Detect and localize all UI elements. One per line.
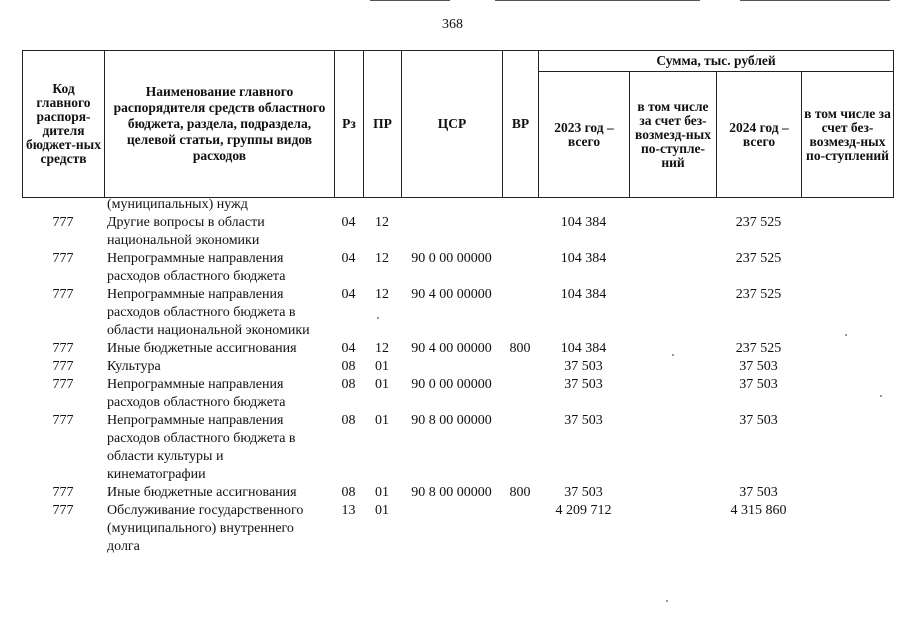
cell-rz: 04	[341, 251, 356, 266]
cell-2024-total: 37 503	[739, 377, 778, 392]
cell-2024-total: 237 525	[735, 251, 782, 266]
header-sum: Сумма, тыс. рублей	[539, 51, 894, 72]
cell-code: 777	[52, 503, 74, 518]
cell-pr: 12	[375, 215, 389, 230]
cell-rz: 04	[341, 341, 356, 356]
cell-2023-total: 37 503	[564, 359, 603, 374]
cell-name: Иные бюджетные ассигнования	[107, 485, 297, 500]
cell-rz: 08	[341, 359, 356, 374]
cell-2023-total: 104 384	[560, 341, 607, 356]
header-code: Код главного распоря-дителя бюджет-ных средств	[23, 51, 105, 198]
header-rz: Рз	[335, 51, 364, 198]
cell-2023-total: 4 209 712	[555, 503, 612, 518]
cell-rz: 04	[341, 215, 356, 230]
cell-pr: 01	[375, 377, 389, 392]
table-row	[0, 196, 905, 214]
cell-code: 777	[52, 215, 74, 230]
cell-name: Непрограммные направления расходов областного бюджета в области культуры и кинематографии	[107, 413, 296, 482]
table-row	[0, 250, 905, 286]
scan-edge-rule	[495, 0, 700, 1]
cell-2024-total: 237 525	[735, 215, 782, 230]
cell-csr: 90 0 00 00000	[411, 251, 492, 266]
cell-2023-total: 37 503	[564, 485, 603, 500]
cell-csr: 90 4 00 00000	[411, 341, 492, 356]
table-row	[0, 484, 905, 502]
table-row	[0, 286, 905, 340]
table-row	[0, 502, 905, 556]
scan-speck	[845, 334, 847, 336]
cell-2024-total: 4 315 860	[730, 503, 787, 518]
cell-code: 777	[52, 359, 74, 374]
header-2024-total: 2024 год – всего	[717, 72, 802, 198]
cell-2023-total: 104 384	[560, 287, 607, 302]
cell-rz: 08	[341, 485, 356, 500]
scan-edge-rule	[740, 0, 890, 1]
cell-rz: 08	[341, 377, 356, 392]
cell-2024-total: 237 525	[735, 287, 782, 302]
cell-name: Иные бюджетные ассигнования	[107, 341, 297, 356]
cell-rz: 04	[341, 287, 356, 302]
cell-rz: 08	[341, 413, 356, 428]
cell-name: Обслуживание государственного (муниципального) внутреннего долга	[107, 503, 304, 554]
cell-2023-total: 37 503	[564, 413, 603, 428]
cell-name: Непрограммные направления расходов областного бюджета в области национальной экономики	[107, 287, 310, 338]
scan-edge-rule	[370, 0, 450, 1]
cell-code: 777	[52, 287, 74, 302]
header-2023-free: в том числе за счет без-возмезд-ных по-ступле-ний	[630, 72, 717, 198]
cell-2023-total: 104 384	[560, 215, 607, 230]
cell-name: (муниципальных) нужд	[107, 197, 248, 212]
cell-2024-total: 37 503	[739, 485, 778, 500]
cell-2024-total: 37 503	[739, 413, 778, 428]
scan-speck	[672, 354, 674, 356]
header-vr: ВР	[503, 51, 539, 198]
cell-code: 777	[52, 377, 74, 392]
cell-pr: 01	[375, 413, 389, 428]
cell-name: Непрограммные направления расходов областного бюджета	[107, 251, 286, 284]
cell-pr: 12	[375, 341, 389, 356]
cell-name: Культура	[107, 359, 161, 374]
table-row	[0, 214, 905, 250]
table-row	[0, 412, 905, 484]
cell-name: Другие вопросы в области национальной экономики	[107, 215, 265, 248]
cell-2024-total: 37 503	[739, 359, 778, 374]
cell-2024-total: 237 525	[735, 341, 782, 356]
table-row	[0, 376, 905, 412]
scan-speck	[880, 395, 882, 397]
header-2023-total: 2023 год – всего	[539, 72, 630, 198]
cell-rz: 13	[341, 503, 356, 518]
scan-speck	[666, 600, 668, 602]
cell-pr: 01	[375, 485, 389, 500]
cell-csr: 90 8 00 00000	[411, 413, 492, 428]
table-row	[0, 358, 905, 376]
cell-csr: 90 4 00 00000	[411, 287, 492, 302]
cell-name: Непрограммные направления расходов областного бюджета	[107, 377, 286, 410]
cell-vr: 800	[509, 485, 531, 500]
cell-pr: 12	[375, 287, 389, 302]
cell-2023-total: 37 503	[564, 377, 603, 392]
cell-pr: 01	[375, 503, 389, 518]
cell-pr: 01	[375, 359, 389, 374]
table-body	[0, 196, 905, 556]
cell-csr: 90 8 00 00000	[411, 485, 492, 500]
cell-pr: 12	[375, 251, 389, 266]
cell-code: 777	[52, 485, 74, 500]
cell-2023-total: 104 384	[560, 251, 607, 266]
header-pr: ПР	[364, 51, 402, 198]
cell-code: 777	[52, 341, 74, 356]
header-csr: ЦСР	[402, 51, 503, 198]
cell-vr: 800	[509, 341, 531, 356]
cell-code: 777	[52, 251, 74, 266]
header-name: Наименование главного распорядителя средств областного бюджета, раздела, подраздела, целевой статьи, группы видов расходов	[105, 51, 335, 198]
scan-speck	[377, 317, 379, 319]
table-header	[22, 50, 894, 198]
page-number: 368	[442, 17, 463, 32]
header-2024-free: в том числе за счет без-возмезд-ных по-ступлений	[802, 72, 894, 198]
table-row	[0, 340, 905, 358]
cell-csr: 90 0 00 00000	[411, 377, 492, 392]
cell-code: 777	[52, 413, 74, 428]
